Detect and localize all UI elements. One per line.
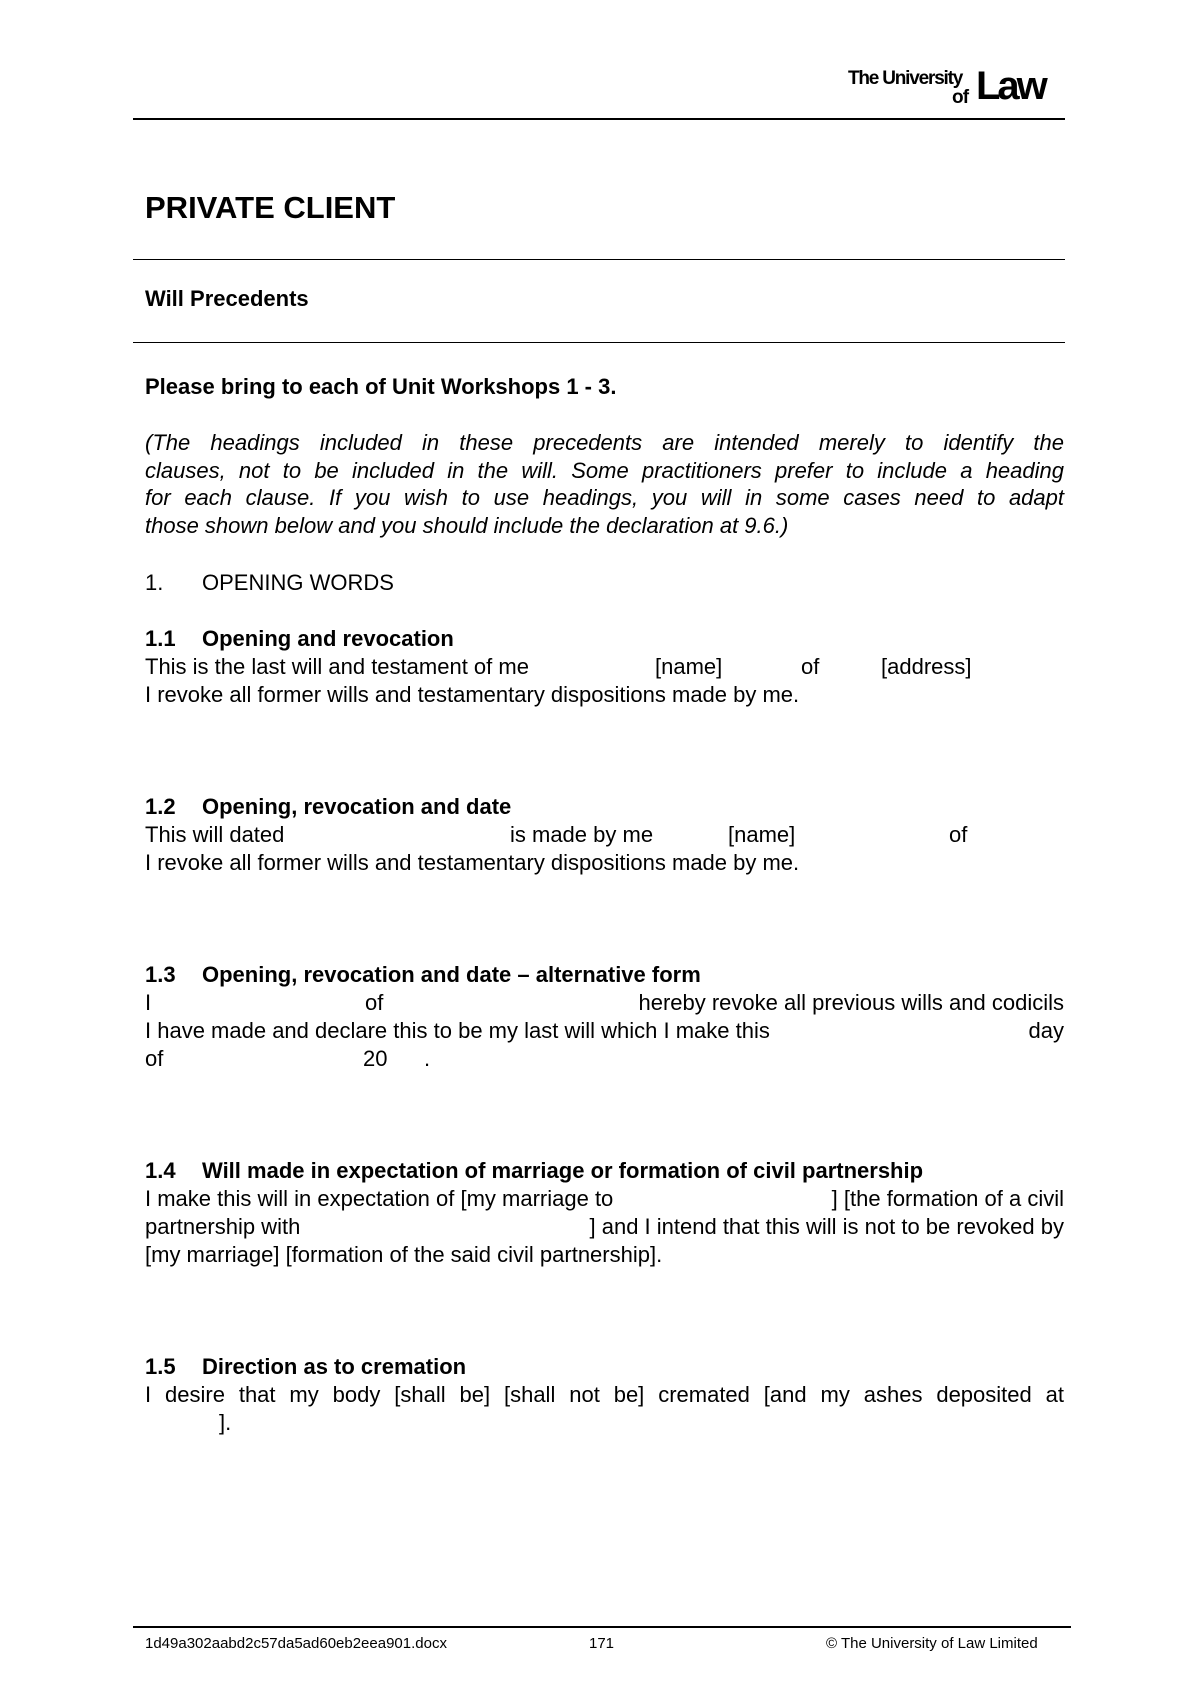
clause-title: Direction as to cremation xyxy=(202,1354,467,1379)
clause-text: day xyxy=(1028,1018,1064,1043)
clause-text: ] and I intend that this will is not to be revoked by xyxy=(589,1214,1064,1239)
address-placeholder: [address] xyxy=(881,654,972,679)
clause-number: 1.3 xyxy=(145,962,176,987)
page-subtitle: Will Precedents xyxy=(145,286,309,311)
intro-line: (The headings included in these precedents are intended merely to identify the xyxy=(145,430,1064,455)
subtitle-rule xyxy=(133,342,1065,343)
clause-text: of xyxy=(801,654,820,679)
clause-title: Opening and revocation xyxy=(202,626,454,651)
section-1-heading xyxy=(145,570,394,596)
header-rule xyxy=(133,118,1065,120)
page-title: PRIVATE CLIENT xyxy=(145,190,396,225)
logo-of: of xyxy=(952,87,969,108)
clause-1-4-heading xyxy=(145,1158,923,1184)
footer-copyright: © The University of Law Limited xyxy=(826,1635,1038,1652)
section-number: 1. xyxy=(145,570,164,595)
logo-law: Law xyxy=(976,64,1045,108)
clause-1-4-line2 xyxy=(145,1214,1064,1240)
name-placeholder: [name] xyxy=(655,654,723,679)
footer-page-number: 171 xyxy=(589,1635,615,1652)
clause-text: I have made and declare this to be my last will which I make this xyxy=(145,1018,770,1043)
clause-text: partnership with xyxy=(145,1214,301,1239)
clause-1-5-heading xyxy=(145,1354,466,1380)
clause-1-2-line2: I revoke all former wills and testamentary dispositions made by me. xyxy=(145,850,800,875)
clause-1-4-line1 xyxy=(145,1186,1064,1212)
clause-text: of xyxy=(949,822,968,847)
clause-1-1-line2: I revoke all former wills and testamentary dispositions made by me. xyxy=(145,682,800,707)
intro-line: those shown below and you should include the declaration at 9.6.) xyxy=(145,512,789,538)
logo-line1: The University xyxy=(848,68,963,89)
intro-paragraph xyxy=(145,429,1064,539)
clause-number: 1.1 xyxy=(145,626,176,651)
footer-filename: 1d49a302aabd2c57da5ad60eb2eea901.docx xyxy=(145,1635,447,1652)
clause-text: hereby revoke all previous wills and codicils xyxy=(638,990,1064,1015)
clause-title: Opening, revocation and date xyxy=(202,794,512,819)
footer-rule xyxy=(133,1626,1071,1628)
clause-1-5-line2: ]. xyxy=(219,1410,232,1435)
clause-1-3-heading xyxy=(145,962,701,988)
clause-text: I make this will in expectation of [my marriage to xyxy=(145,1186,614,1211)
title-rule xyxy=(133,259,1065,260)
clause-text: I desire that my body [shall be] [shall not be] cremated [and my ashes deposited at xyxy=(145,1382,1064,1407)
clause-number: 1.2 xyxy=(145,794,176,819)
clause-text: ] [the formation of a civil xyxy=(831,1186,1064,1211)
clause-1-3-line2 xyxy=(145,1018,1064,1044)
clause-text: I xyxy=(145,990,152,1015)
clause-number: 1.4 xyxy=(145,1158,176,1183)
clause-1-2-heading xyxy=(145,794,511,820)
intro-line: clauses, not to be included in the will. Some practitioners prefer to include a heading xyxy=(145,457,1064,483)
clause-text: of xyxy=(145,1046,164,1071)
clause-text: is made by me xyxy=(510,822,654,847)
clause-title: Opening, revocation and date – alternative form xyxy=(202,962,701,987)
clause-text: . xyxy=(424,1046,431,1071)
clause-1-4-line3: [my marriage] [formation of the said civil partnership]. xyxy=(145,1242,663,1267)
clause-1-1-line1 xyxy=(145,654,972,680)
year-prefix: 20 xyxy=(363,1046,388,1071)
clause-1-3-line3 xyxy=(145,1046,431,1072)
clause-text: This is the last will and testament of me xyxy=(145,654,529,679)
clause-1-2-line1 xyxy=(145,822,968,848)
clause-title: Will made in expectation of marriage or formation of civil partnership xyxy=(202,1158,924,1183)
clause-text: This will dated xyxy=(145,822,285,847)
clause-text: of xyxy=(365,990,384,1015)
university-of-law-logo xyxy=(848,66,1052,108)
clause-1-1-heading xyxy=(145,626,454,652)
section-title: OPENING WORDS xyxy=(202,570,394,595)
name-placeholder: [name] xyxy=(728,822,796,847)
intro-line: for each clause. If you wish to use headings, you will in some cases need to adapt xyxy=(145,485,1064,510)
clause-number: 1.5 xyxy=(145,1354,176,1379)
instruction-text: Please bring to each of Unit Workshops 1 - 3. xyxy=(145,374,617,399)
clause-1-3-line1 xyxy=(145,990,1064,1016)
clause-1-5-line1 xyxy=(145,1382,1064,1408)
